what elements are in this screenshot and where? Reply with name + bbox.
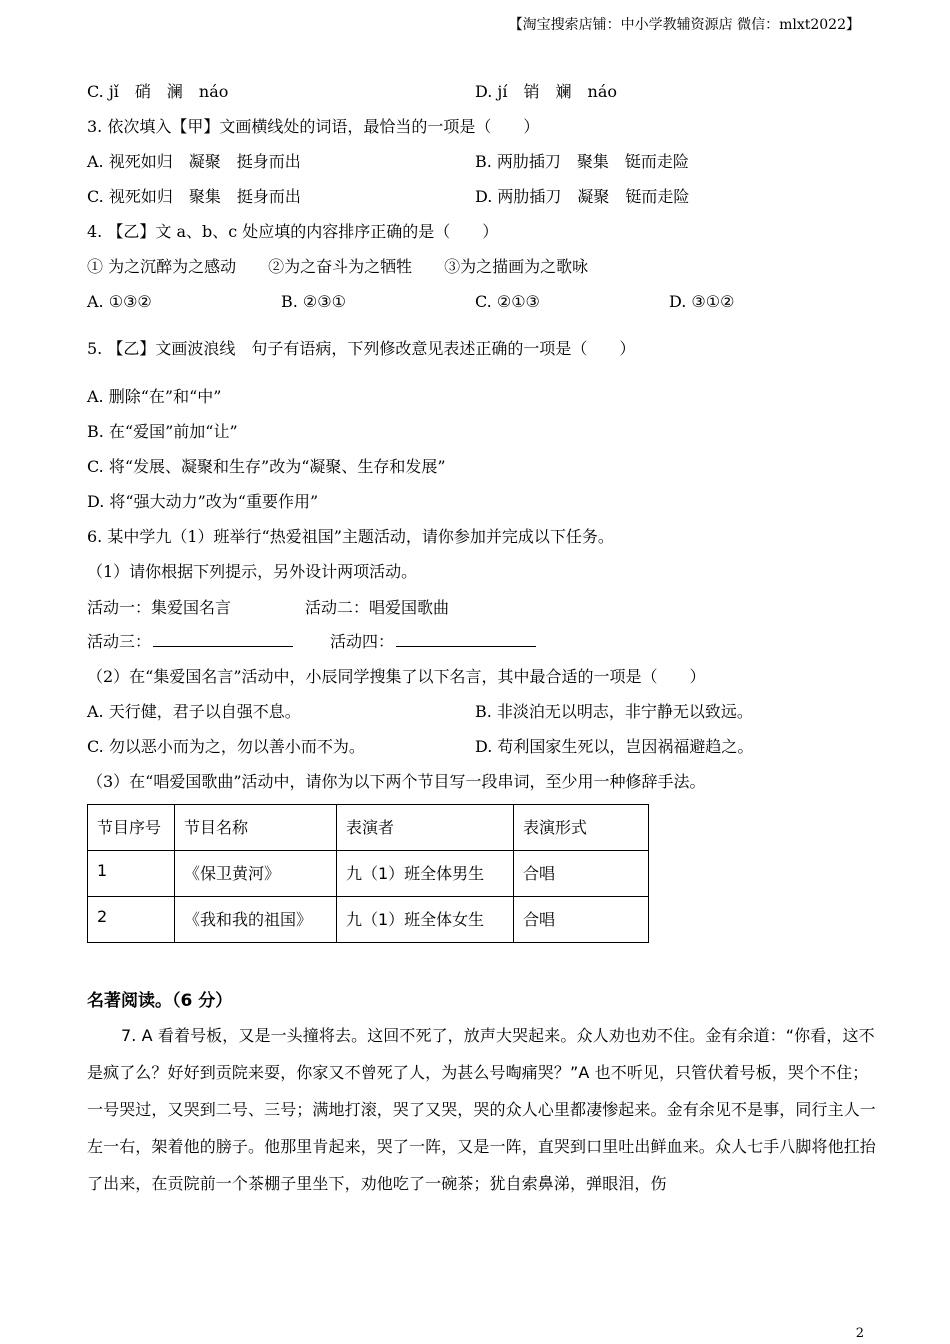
page-number: 2 bbox=[855, 1326, 864, 1341]
q6-part3: （3）在“唱爱国歌曲”活动中，请你为以下两个节目写一段串词，至少用一种修辞手法。 bbox=[87, 772, 706, 791]
q6-activity-2: 活动二：唱爱国歌曲 bbox=[305, 598, 450, 617]
table-cell: 合唱 bbox=[514, 851, 649, 897]
q7-passage: 7. A 看着号板，又是一头撞将去。这回不死了，放声大哭起来。众人劝也劝不住。金有余道：“你看，这不是疯了么？好好到贡院来耍，你家又不曾死了人，为甚么号啕痛哭？”A 也不听见，只管伏着号板，哭个不住；一号哭过，又哭到二号、三号；满地打滚，哭了又哭，哭的众人心里都凄惨起来。金有余见不是事，同行主人一左一右，架着他的膀子。他那里肯起来，哭了一阵，又是一阵，直哭到口里吐出鲜血来。众人七手八脚将他扛抬了出来，在贡院前一个茶棚子里坐下，劝他吃了一碗茶；犹自索鼻涕，弹眼泪，伤 bbox=[87, 1026, 876, 1193]
q6-option-a: A. 天行健，君子以自强不息。 bbox=[87, 702, 301, 721]
q2-option-d: D. jí 销 斓 náo bbox=[475, 82, 617, 101]
q3-option-a: A. 视死如归 凝聚 挺身而出 bbox=[87, 152, 301, 171]
q6-activity-3-blank[interactable] bbox=[153, 632, 293, 647]
q4-option-b: B. ②③① bbox=[281, 292, 346, 311]
q6-activity-4 bbox=[330, 632, 536, 652]
q3-stem: 3. 依次填入【甲】文画横线处的词语，最恰当的一项是（ ） bbox=[87, 117, 540, 136]
q4-stem: 4. 【乙】文 a、b、c 处应填的内容排序正确的是（ ） bbox=[87, 222, 499, 241]
table-cell: 1 bbox=[88, 851, 175, 897]
table-header-cell: 表演者 bbox=[337, 805, 514, 851]
q6-activity-3-label: 活动三： bbox=[87, 632, 152, 651]
q6-option-b: B. 非淡泊无以明志，非宁静无以致远。 bbox=[475, 702, 753, 721]
table-cell: 合唱 bbox=[514, 897, 649, 943]
q5-option-b: B. 在“爱国”前加“让” bbox=[87, 422, 238, 441]
table-cell: 九（1）班全体男生 bbox=[337, 851, 514, 897]
q2-option-c: C. jǐ 硝 澜 náo bbox=[87, 82, 229, 101]
q4-option-a: A. ①③② bbox=[87, 292, 152, 311]
q6-activity-4-label: 活动四： bbox=[330, 632, 395, 651]
table-row bbox=[88, 851, 649, 897]
q6-activity-3 bbox=[87, 632, 293, 652]
section-title: 名著阅读。（6 分） bbox=[87, 991, 233, 1011]
q6-part2: （2）在“集爱国名言”活动中，小辰同学搜集了以下名言，其中最合适的一项是（ ） bbox=[87, 667, 706, 686]
table-header-cell: 节目名称 bbox=[175, 805, 337, 851]
table-header-cell: 节目序号 bbox=[88, 805, 175, 851]
page-header: 【淘宝搜索店铺：中小学教辅资源店 微信：mlxt2022】 bbox=[508, 17, 860, 33]
table-header-row bbox=[88, 805, 649, 851]
q6-option-c: C. 勿以恶小而为之，勿以善小而不为。 bbox=[87, 737, 365, 756]
q5-option-d: D. 将“强大动力”改为“重要作用” bbox=[87, 492, 319, 511]
q5-option-a: A. 删除“在”和“中” bbox=[87, 387, 222, 406]
q4-option-c: C. ②①③ bbox=[475, 292, 540, 311]
q5-option-c: C. 将“发展、凝聚和生存”改为“凝聚、生存和发展” bbox=[87, 457, 446, 476]
q5-stem: 5. 【乙】文画波浪线 句子有语病，下列修改意见表述正确的一项是（ ） bbox=[87, 339, 636, 358]
q6-option-d: D. 苟利国家生死以，岂因祸福避趋之。 bbox=[475, 737, 754, 756]
q6-activity-1: 活动一：集爱国名言 bbox=[87, 598, 232, 617]
table-cell: 九（1）班全体女生 bbox=[337, 897, 514, 943]
table-cell: 《保卫黄河》 bbox=[175, 851, 337, 897]
program-table bbox=[87, 804, 649, 943]
table-cell: 《我和我的祖国》 bbox=[175, 897, 337, 943]
table-row bbox=[88, 897, 649, 943]
q3-option-c: C. 视死如归 聚集 挺身而出 bbox=[87, 187, 301, 206]
q3-option-b: B. 两肋插刀 聚集 铤而走险 bbox=[475, 152, 689, 171]
q3-option-d: D. 两肋插刀 凝聚 铤而走险 bbox=[475, 187, 690, 206]
q4-option-d: D. ③①② bbox=[669, 292, 735, 311]
table-cell: 2 bbox=[88, 897, 175, 943]
q4-items: ① 为之沉醉为之感动 ②为之奋斗为之牺牲 ③为之描画为之歌咏 bbox=[87, 257, 589, 276]
table-header-cell: 表演形式 bbox=[514, 805, 649, 851]
q6-activity-4-blank[interactable] bbox=[396, 632, 536, 647]
q6-part1: （1）请你根据下列提示，另外设计两项活动。 bbox=[87, 562, 418, 581]
q6-stem: 6. 某中学九（1）班举行“热爱祖国”主题活动，请你参加并完成以下任务。 bbox=[87, 527, 614, 546]
